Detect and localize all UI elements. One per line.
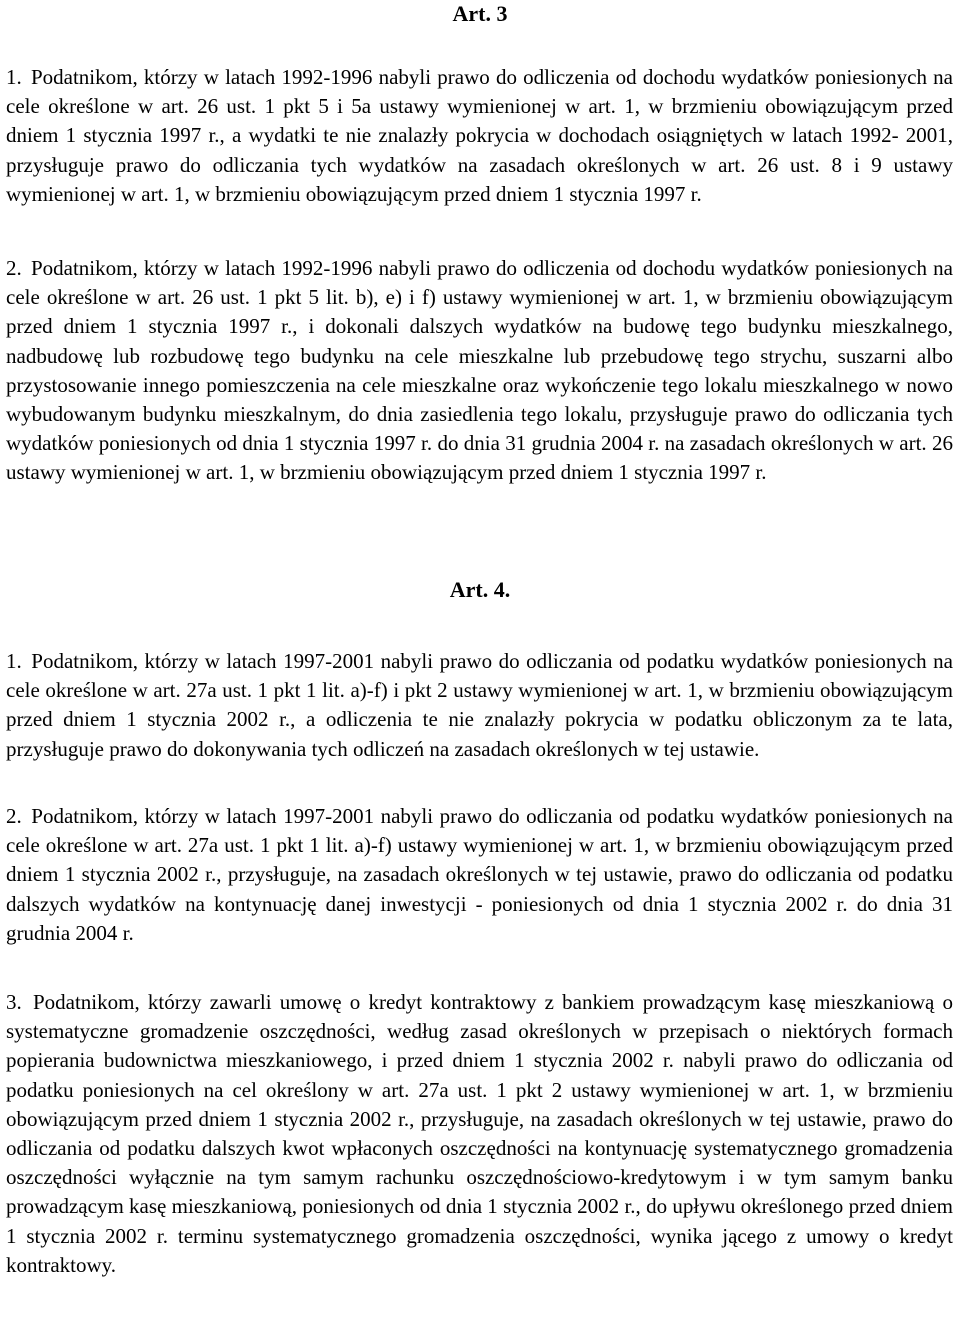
paragraph-number: 1. [6, 65, 22, 89]
article-4-heading: Art. 4. [449, 577, 511, 602]
paragraph-text: Podatnikom, którzy w latach 1997-2001 nabyli prawo do odliczania od podatku wydatków poniesionych na cele określone w art. 27a ust. 1 pkt 1 lit. a)-f) ustawy wymienionej w art. 1, w brzmieniu obowiązującym przed dniem 1 stycznia 2002 r., przysługuje, na zasadach określonych w tej ustawie, prawo do odliczania od podatku dalszych wydatków na kontynuację danej inwestycji - poniesionych od dnia 1 stycznia 2002 r. do dnia 31 grudnia 2004 r. [6, 804, 953, 945]
article-3-paragraph-1 [6, 63, 953, 209]
article-4-paragraph-2 [6, 802, 953, 948]
paragraph-text: Podatnikom, którzy w latach 1997-2001 nabyli prawo do odliczania od podatku wydatków poniesionych na cele określone w art. 27a ust. 1 pkt 1 lit. a)-f) i pkt 2 ustawy wymienionej w art. 1, w brzmieniu obowiązującym przed dniem 1 stycznia 2002 r., a odliczenia te nie znalazły pokrycia w podatku obliczonym za te lata, przysługuje prawo do dokonywania tych odliczeń na zasadach określonych w tej ustawie. [6, 649, 953, 761]
article-3-heading: Art. 3 [452, 1, 508, 26]
paragraph-number: 2. [6, 804, 22, 828]
paragraph-text: Podatnikom, którzy w latach 1992-1996 nabyli prawo do odliczenia od dochodu wydatków poniesionych na cele określone w art. 26 ust. 1 pkt 5 lit. b), e) i f) ustawy wymienionej w art. 1, w brzmieniu obowiązującym przed dniem 1 stycznia 1997 r., i dokonali dalszych wydatków na budowę tego budynku mieszkalnego, nadbudowę lub rozbudowę tego budynku na cele mieszkalne lub przebudowę tego strychu, suszarni albo przystosowanie innego pomieszczenia na cele mieszkalne oraz wykończenie tego lokalu mieszkalnego w nowo wybudowanym budynku mieszkalnym, do dnia zasiedlenia tego lokalu, przysługuje prawo do odliczania tych wydatków poniesionych od dnia 1 stycznia 1997 r. do dnia 31 grudnia 2004 r. na zasadach określonych w art. 26 ustawy wymienionej w art. 1, w brzmieniu obowiązującym przed dniem 1 stycznia 1997 r. [6, 256, 954, 485]
article-4-paragraph-1 [6, 647, 953, 764]
article-3-paragraph-2 [6, 254, 953, 488]
paragraph-number: 1. [6, 649, 22, 673]
paragraph-text: Podatnikom, którzy zawarli umowę o kredyt kontraktowy z bankiem prowadzącym kasę mieszkaniową o systematyczne gromadzenie oszczędności, według zasad określonych w przepisach o niektórych formach popierania budownictwa mieszkaniowego, i przed dniem 1 stycznia 2002 r. nabyli prawo do odliczania od podatku poniesionych na cel określony w art. 27a ust. 1 pkt 2 ustawy wymienionej w art. 1, w brzmieniu obowiązującym przed dniem 1 stycznia 2002 r., przysługuje, na zasadach określonych w tej ustawie, prawo do odliczania od podatku dalszych kwot wpłaconych oszczędności na kontynuację systematycznego gromadzenia oszczędności wyłącznie na tym samym rachunku oszczędnościowo-kredytowym i w tym samym banku prowadzącym kasę mieszkaniową, poniesionych od dnia 1 stycznia 2002 r., do upływu określonego przed dniem 1 stycznia 2002 r. terminu systematycznego gromadzenia oszczędności, wynika jącego z umowy o kredyt kontraktowy. [6, 990, 954, 1277]
paragraph-number: 2. [6, 256, 22, 280]
paragraph-text: Podatnikom, którzy w latach 1992-1996 nabyli prawo do odliczenia od dochodu wydatków poniesionych na cele określone w art. 26 ust. 1 pkt 5 i 5a ustawy wymienionej w art. 1, w brzmieniu obowiązującym przed dniem 1 stycznia 1997 r., a wydatki te nie znalazły pokrycia w dochodach osiągniętych w latach 1992- 2001, przysługuje prawo do odliczania tych wydatków na zasadach określonych w art. 26 ust. 8 i 9 ustawy wymienionej w art. 1, w brzmieniu obowiązującym przed dniem 1 stycznia 1997 r. [6, 65, 954, 206]
article-4-paragraph-3 [6, 988, 953, 1280]
paragraph-number: 3. [6, 990, 22, 1014]
